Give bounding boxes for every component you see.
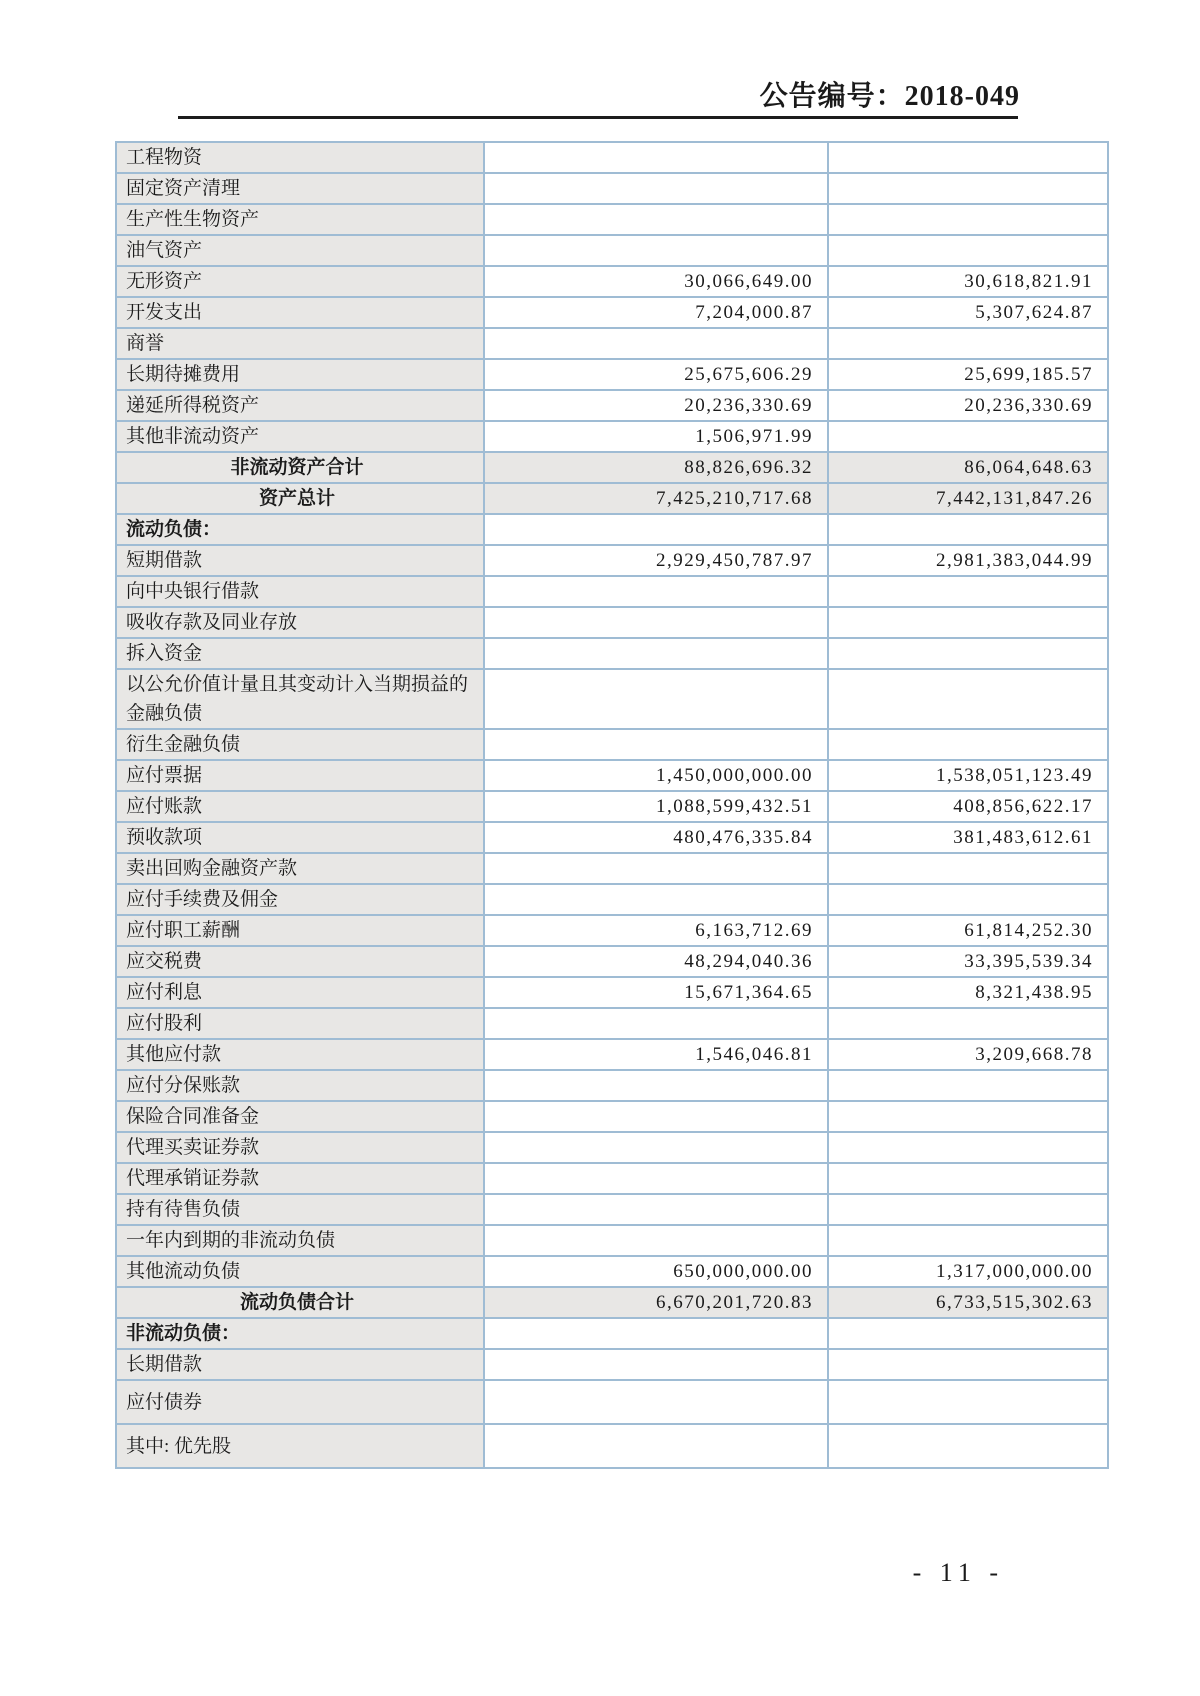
current-period-value-cell [484,1380,828,1424]
table-row [116,266,1108,297]
row-label-cell: 其他流动负债 [116,1256,484,1287]
table-row [116,359,1108,390]
table-row [116,977,1108,1008]
current-period-value-cell [484,514,828,545]
table-row [116,297,1108,328]
row-label-cell: 卖出回购金融资产款 [116,853,484,884]
prior-period-value-cell [828,1380,1108,1424]
row-label-cell: 向中央银行借款 [116,576,484,607]
prior-period-value-cell [828,576,1108,607]
row-label-cell: 应付账款 [116,791,484,822]
row-label-cell: 非流动负债： [116,1318,484,1349]
table-row [116,1256,1108,1287]
prior-period-value-cell [828,514,1108,545]
prior-period-value-cell [828,1424,1108,1468]
prior-period-value-cell: 408,856,622.17 [828,791,1108,822]
row-label-cell: 短期借款 [116,545,484,576]
row-label-cell: 固定资产清理 [116,173,484,204]
current-period-value-cell [484,1101,828,1132]
prior-period-value-cell [828,1318,1108,1349]
balance-sheet-table [115,141,1109,1469]
table-row [116,822,1108,853]
row-label-cell: 油气资产 [116,235,484,266]
current-period-value-cell: 6,670,201,720.83 [484,1287,828,1318]
table-row [116,1287,1108,1318]
current-period-value-cell: 48,294,040.36 [484,946,828,977]
current-period-value-cell: 2,929,450,787.97 [484,545,828,576]
row-label-cell: 开发支出 [116,297,484,328]
current-period-value-cell [484,1225,828,1256]
current-period-value-cell [484,1318,828,1349]
table-row [116,791,1108,822]
current-period-value-cell [484,576,828,607]
prior-period-value-cell: 3,209,668.78 [828,1039,1108,1070]
table-row [116,173,1108,204]
row-label-cell: 代理承销证券款 [116,1163,484,1194]
current-period-value-cell [484,607,828,638]
current-period-value-cell [484,1424,828,1468]
row-label-cell: 应付票据 [116,760,484,791]
table-row [116,1194,1108,1225]
row-label-cell: 保险合同准备金 [116,1101,484,1132]
prior-period-value-cell [828,669,1108,729]
table-row [116,1424,1108,1468]
table-row [116,853,1108,884]
row-label-cell: 应付债券 [116,1380,484,1424]
current-period-value-cell [484,204,828,235]
current-period-value-cell: 7,425,210,717.68 [484,483,828,514]
balance-table-body [116,142,1108,1468]
current-period-value-cell [484,1008,828,1039]
prior-period-value-cell [828,204,1108,235]
announcement-number: 公告编号：2018-049 [759,81,1020,112]
table-row [116,915,1108,946]
current-period-value-cell: 30,066,649.00 [484,266,828,297]
prior-period-value-cell [828,173,1108,204]
row-label-cell: 非流动资产合计 [116,452,484,483]
page-number: - 11 - [912,1558,1004,1587]
row-label-cell: 应付利息 [116,977,484,1008]
row-label-cell: 递延所得税资产 [116,390,484,421]
table-row [116,1318,1108,1349]
prior-period-value-cell [828,884,1108,915]
current-period-value-cell [484,884,828,915]
prior-period-value-cell: 20,236,330.69 [828,390,1108,421]
row-label-cell: 吸收存款及同业存放 [116,607,484,638]
current-period-value-cell: 1,450,000,000.00 [484,760,828,791]
prior-period-value-cell [828,328,1108,359]
row-label-cell: 生产性生物资产 [116,204,484,235]
table-row [116,1163,1108,1194]
table-row [116,760,1108,791]
row-label-cell: 长期借款 [116,1349,484,1380]
table-row [116,946,1108,977]
table-row [116,421,1108,452]
table-row [116,328,1108,359]
table-row [116,884,1108,915]
prior-period-value-cell [828,1008,1108,1039]
row-label-cell: 应交税费 [116,946,484,977]
current-period-value-cell: 88,826,696.32 [484,452,828,483]
table-row [116,638,1108,669]
row-label-cell: 工程物资 [116,142,484,173]
row-label-cell: 其他应付款 [116,1039,484,1070]
prior-period-value-cell: 6,733,515,302.63 [828,1287,1108,1318]
row-label-cell: 流动负债合计 [116,1287,484,1318]
current-period-value-cell [484,1349,828,1380]
current-period-value-cell [484,173,828,204]
row-label-cell: 持有待售负债 [116,1194,484,1225]
current-period-value-cell [484,1163,828,1194]
current-period-value-cell [484,729,828,760]
table-row [116,669,1108,729]
table-row [116,235,1108,266]
table-row [116,729,1108,760]
current-period-value-cell [484,638,828,669]
prior-period-value-cell [828,421,1108,452]
row-label-cell: 商誉 [116,328,484,359]
current-period-value-cell: 20,236,330.69 [484,390,828,421]
prior-period-value-cell: 2,981,383,044.99 [828,545,1108,576]
current-period-value-cell [484,669,828,729]
current-period-value-cell: 1,088,599,432.51 [484,791,828,822]
current-period-value-cell: 650,000,000.00 [484,1256,828,1287]
prior-period-value-cell: 5,307,624.87 [828,297,1108,328]
table-row [116,576,1108,607]
table-row [116,1132,1108,1163]
prior-period-value-cell: 61,814,252.30 [828,915,1108,946]
table-row [116,1101,1108,1132]
row-label-cell: 以公允价值计量且其变动计入当期损益的金融负债 [116,669,484,729]
table-row [116,204,1108,235]
table-row [116,483,1108,514]
table-row [116,452,1108,483]
prior-period-value-cell [828,853,1108,884]
prior-period-value-cell: 1,538,051,123.49 [828,760,1108,791]
prior-period-value-cell: 8,321,438.95 [828,977,1108,1008]
prior-period-value-cell [828,1225,1108,1256]
header-divider-line [178,116,1018,119]
table-row [116,545,1108,576]
prior-period-value-cell [828,1070,1108,1101]
current-period-value-cell [484,328,828,359]
table-row [116,1070,1108,1101]
row-label-cell: 流动负债： [116,514,484,545]
prior-period-value-cell: 30,618,821.91 [828,266,1108,297]
row-label-cell: 预收款项 [116,822,484,853]
table-row [116,607,1108,638]
prior-period-value-cell [828,1163,1108,1194]
row-label-cell: 其他非流动资产 [116,421,484,452]
prior-period-value-cell: 1,317,000,000.00 [828,1256,1108,1287]
table-row [116,142,1108,173]
prior-period-value-cell: 33,395,539.34 [828,946,1108,977]
prior-period-value-cell [828,1101,1108,1132]
prior-period-value-cell: 381,483,612.61 [828,822,1108,853]
table-row [116,1349,1108,1380]
current-period-value-cell [484,1132,828,1163]
current-period-value-cell: 25,675,606.29 [484,359,828,390]
current-period-value-cell: 1,506,971.99 [484,421,828,452]
current-period-value-cell: 1,546,046.81 [484,1039,828,1070]
table-row [116,1380,1108,1424]
table-row [116,1039,1108,1070]
prior-period-value-cell [828,1194,1108,1225]
current-period-value-cell [484,142,828,173]
row-label-cell: 其中: 优先股 [116,1424,484,1468]
current-period-value-cell: 480,476,335.84 [484,822,828,853]
row-label-cell: 衍生金融负债 [116,729,484,760]
prior-period-value-cell [828,1349,1108,1380]
prior-period-value-cell [828,142,1108,173]
current-period-value-cell [484,853,828,884]
prior-period-value-cell [828,235,1108,266]
table-row [116,1225,1108,1256]
prior-period-value-cell: 25,699,185.57 [828,359,1108,390]
prior-period-value-cell: 7,442,131,847.26 [828,483,1108,514]
row-label-cell: 长期待摊费用 [116,359,484,390]
row-label-cell: 应付手续费及佣金 [116,884,484,915]
current-period-value-cell [484,235,828,266]
row-label-cell: 应付分保账款 [116,1070,484,1101]
current-period-value-cell: 6,163,712.69 [484,915,828,946]
prior-period-value-cell: 86,064,648.63 [828,452,1108,483]
row-label-cell: 应付股利 [116,1008,484,1039]
table-row [116,1008,1108,1039]
prior-period-value-cell [828,607,1108,638]
table-row [116,390,1108,421]
prior-period-value-cell [828,638,1108,669]
current-period-value-cell: 7,204,000.87 [484,297,828,328]
row-label-cell: 一年内到期的非流动负债 [116,1225,484,1256]
row-label-cell: 无形资产 [116,266,484,297]
row-label-cell: 应付职工薪酬 [116,915,484,946]
row-label-cell: 拆入资金 [116,638,484,669]
row-label-cell: 资产总计 [116,483,484,514]
prior-period-value-cell [828,1132,1108,1163]
table-row [116,514,1108,545]
current-period-value-cell [484,1070,828,1101]
prior-period-value-cell [828,729,1108,760]
row-label-cell: 代理买卖证券款 [116,1132,484,1163]
current-period-value-cell: 15,671,364.65 [484,977,828,1008]
current-period-value-cell [484,1194,828,1225]
